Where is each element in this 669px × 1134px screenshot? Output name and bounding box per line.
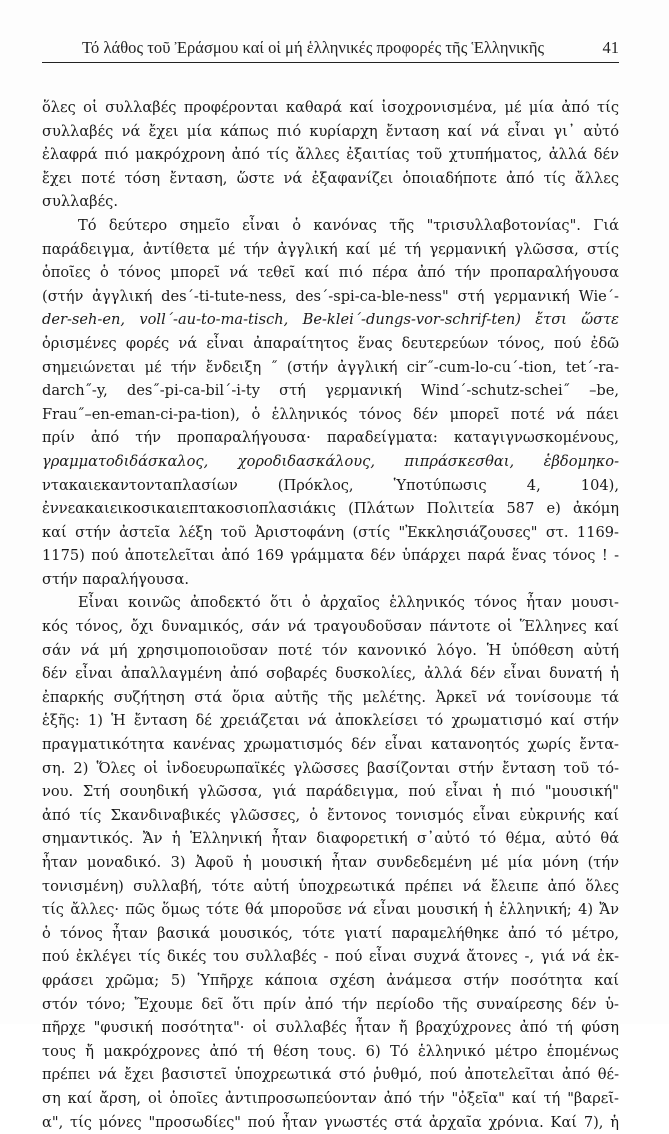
text-line: συλλαβές. bbox=[42, 193, 118, 211]
text-line: τους ἤ μακρόχρονες ἀπό τή θέση τους. 6) Τό ἑλληνικό μέτρο ἑπομένως bbox=[42, 1042, 619, 1060]
paragraph-3 bbox=[42, 591, 619, 1134]
text-line: σημειώνεται μέ τήν ἔνδειξη ˝ (στήν ἀγγλική cir˝-cum-lo-cu΄-tion, tet΄-ra- bbox=[42, 358, 619, 376]
text-line: σημαντικός. Ἄν ἡ Ἑλληνική ἦταν διαφορετική σ᾽αὐτό τό θέμα, αὐτό θά bbox=[42, 830, 619, 848]
text-line: πρέπει νά ἔχει βασιστεῖ ὑποχρεωτικά στό ῥυθμό, πού ἀποτελεῖται ἀπό θέ- bbox=[42, 1066, 619, 1084]
text-line: ἐλαφρά πιό μακρόχρονη ἀπό τίς ἄλλες ἐξαιτίας τοῦ χτυπήματος, ἀλλά δέν bbox=[42, 146, 619, 164]
text-line: γραμματοδιδάσκαλος, χοροδιδασκάλους, πιπράσκεσθαι, ἑβδομηκο- bbox=[42, 452, 619, 470]
text-line: ἐπαρκής συζήτηση στά ὅρια αὐτῆς τῆς μελέτης. Ἀρκεῖ νά τονίσουμε τά bbox=[42, 688, 619, 706]
running-title: Τό λάθος τοῦ Ἐράσμου καί οἱ μή ἑλληνικές προφορές τῆς Ἑλληνικῆς bbox=[82, 38, 545, 57]
text-line: ὅλες οἱ συλλαβές προφέρονται καθαρά καί ἰσοχρονισμένα, μέ μία ἀπό τίς bbox=[42, 99, 619, 116]
text-line: Frau˝–en-eman-ci-pa-tion), ὁ ἑλληνικός τόνος δέν μπορεῖ ποτέ νά πάει bbox=[42, 405, 619, 423]
text-line: ἀπό τίς Σκανδιναβικές γλῶσσες, ὁ ἔντονος τονισμός εἶναι εὐκρινής καί bbox=[42, 806, 619, 824]
text-line: πῆρχε "φυσική ποσότητα"· οἱ συλλαβές ἦταν ἤ βραχύχρονες ἀπό τή φύση bbox=[42, 1019, 619, 1037]
text-line: συλλαβές νά ἔχει μία κάπως πιό κυρίαρχη ἔνταση καί νά εἶναι γι᾽ αὐτό bbox=[42, 122, 619, 140]
text-line: κός τόνος, ὄχι δυναμικός, σάν νά τραγουδοῦσαν πάντοτε οἱ Ἕλληνες καί bbox=[42, 618, 619, 636]
text-line: (στήν ἀγγλική des΄-ti-tute-ness, des΄-spi-ca-ble-ness" στή γερμανική Wie΄- bbox=[42, 287, 619, 305]
text-line: ντακαιεκαντονταπλασίων (Πρόκλος, Ὑποτύπωσις 4, 104), bbox=[42, 476, 619, 494]
text-line: τονισμένη) συλλαβή, τότε αὐτή ὑποχρεωτικά πρέπει νά ἔλειπε ἀπό ὅλες bbox=[42, 877, 619, 895]
text-line: ἔχει ποτέ τόση ἔνταση, ὥστε νά ἐξαφανίζει ὁποιαδήποτε ἀπό τίς ἄλλες bbox=[42, 169, 619, 187]
body-text bbox=[42, 96, 619, 1134]
text-line: πρίν ἀπό τήν προπαραλήγουσα· παραδείγματα: καταγιγνωσκομένους, bbox=[42, 429, 619, 447]
text-line: πού ἐκλέγει τίς δικές του συλλαβές - πού εἶναι συχνά ἄτονες -, γιά νά ἐκ- bbox=[42, 948, 619, 966]
text-line: darch˝-y, des˝-pi-ca-bil΄-i-ty στή γερμανική Wind΄-schutz-schei˝ –be, bbox=[42, 382, 619, 400]
text-line: ἦταν μοναδικό. 3) Ἀφοῦ ἡ μουσική ἦταν συνδεδεμένη μέ μία μόνη (τήν bbox=[42, 854, 619, 871]
page-number: 41 bbox=[602, 38, 619, 57]
text-line: ὁποῖες ὁ τόνος μπορεῖ νά τεθεῖ καί πιό πέρα ἀπό τήν προπαραλήγουσα bbox=[42, 264, 619, 282]
running-header bbox=[42, 38, 619, 63]
text-line: α", τίς μόνες "προσωδίες" πού ἦταν γνωστές στά ἀρχαῖα χρόνια. Καί 7), ἡ bbox=[42, 1113, 619, 1131]
text-line: στήν παραλήγουσα. bbox=[42, 570, 189, 588]
text-line: δέν εἶναι ἀπαλλαγμένη ἀπό σοβαρές δυσκολίες, ἀλλά δέν εἶναι δυνατή ἡ bbox=[42, 665, 619, 683]
text-line: der-seh-en, voll΄-au-to-ma-tisch, Be-klei΄-dungs-vor-schrif-ten) ἔτσι ὥστε bbox=[42, 311, 619, 329]
text-line: φράσει χρῶμα; 5) Ὑπῆρχε κάποια σχέση ἀνάμεσα στήν ποσότητα καί bbox=[42, 971, 619, 989]
text-line: ὁ τόνος ἦταν βασικά μουσικός, τότε γιατί παραμελήθηκε ἀπό τό μέτρο, bbox=[42, 924, 619, 942]
text-line: στόν τόνο; Ἔχουμε δεῖ ὅτι πρίν ἀπό τήν περίοδο τῆς συναίρεσης δέν ὑ- bbox=[42, 995, 619, 1013]
text-line: παράδειγμα, ἀντίθετα μέ τήν ἀγγλική καί μέ τή γερμανική γλῶσσα, στίς bbox=[42, 240, 619, 258]
text-line: νου. Στή σουηδική γλῶσσα, γιά παράδειγμα, πού εἶναι ἡ πιό "μουσική" bbox=[42, 783, 619, 801]
text-line: σάν νά μή χρησιμοποιοῦσαν ποτέ τόν κανονικό λόγο. Ἡ ὑπόθεση αὐτή bbox=[42, 641, 619, 659]
text-line: τίς ἄλλες· πῶς ὅμως τότε θά μποροῦσε νά εἶναι μουσική ἡ ἑλληνική; 4) Ἄν bbox=[42, 901, 619, 919]
text-line: πραγματικότητα κανένας χρωματισμός δέν εἶναι κατανοητός χωρίς ἔντα- bbox=[42, 736, 619, 754]
text-line: ἑξῆς: 1) Ἡ ἔνταση δέ χρειάζεται νά ἀποκλείσει τό χρωματισμό καί στήν bbox=[42, 712, 619, 730]
text-line: Εἶναι κοινῶς ἀποδεκτό ὅτι ὁ ἀρχαῖος ἑλληνικός τόνος ἦταν μουσι- bbox=[78, 594, 619, 612]
text-line: ἐννεακαιεικοσικαιεπτακοσιοπλασιάκις (Πλάτων Πολιτεία 587 e) ἀκόμη bbox=[42, 500, 619, 518]
paragraph-1 bbox=[42, 96, 619, 214]
text-line: καί στήν ἀστεῖα λέξη τοῦ Ἀριστοφάνη (στίς "Ἐκκλησιάζουσες" στ. 1169- bbox=[42, 523, 619, 541]
text-line: ὁρισμένες φορές νά εἶναι ἀπαραίτητος ἕνας δευτερεύων τόνος, πού ἐδῶ bbox=[42, 334, 619, 352]
text-line: Τό δεύτερο σημεῖο εἶναι ὁ κανόνας τῆς "τρισυλλαβοτονίας". Γιά bbox=[78, 216, 619, 234]
text-line: 1175) πού ἀποτελεῖται ἀπό 169 γράμματα δέν ὑπάρχει παρά ἕνας τόνος ! - bbox=[42, 547, 619, 565]
paragraph-2 bbox=[42, 214, 619, 592]
text-line: ση. 2) Ὅλες οἱ ἰνδοευρωπαϊκές γλῶσσες βασίζονται στήν ἔνταση τοῦ τό- bbox=[42, 759, 619, 777]
text-line: ση καί ἄρση, οἱ ὁποῖες ἀντιπροσωπεύονταν ἀπό τήν "ὀξεῖα" καί τή "βαρεῖ- bbox=[42, 1089, 619, 1107]
